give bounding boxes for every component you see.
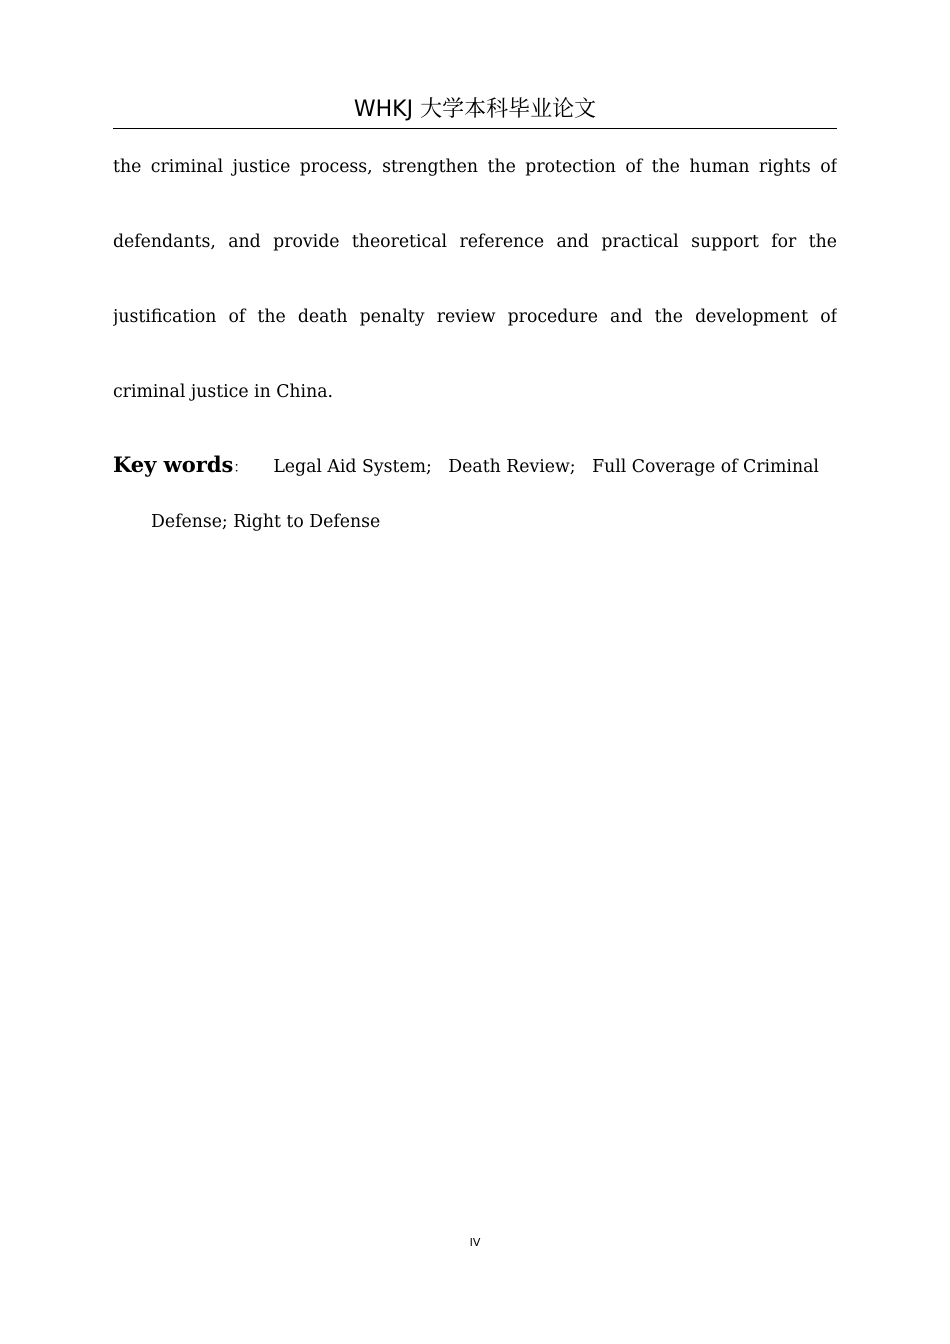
- page-header: [113, 92, 837, 129]
- thesis-title: WHKJ 大学本科毕业论文: [353, 97, 597, 122]
- paragraph-line: the criminal justice process, strengthen the protection of the human rights of: [113, 157, 837, 177]
- abstract-body: [113, 130, 837, 430]
- paragraph-line: criminal justice in China.: [113, 382, 334, 402]
- keywords-label: Key words: [113, 452, 234, 477]
- keywords-colon: ：: [233, 460, 248, 476]
- keywords-section: [113, 452, 837, 532]
- keywords-list-line1: Legal Aid System; Death Review; Full Coverage of Criminal: [273, 457, 819, 477]
- paragraph-line: defendants, and provide theoretical reference and practical support for the: [113, 232, 837, 252]
- paragraph-line: justification of the death penalty review procedure and the development of: [113, 307, 837, 327]
- page-number: IV: [469, 1236, 481, 1249]
- keywords-list-line2: Defense; Right to Defense: [151, 512, 381, 532]
